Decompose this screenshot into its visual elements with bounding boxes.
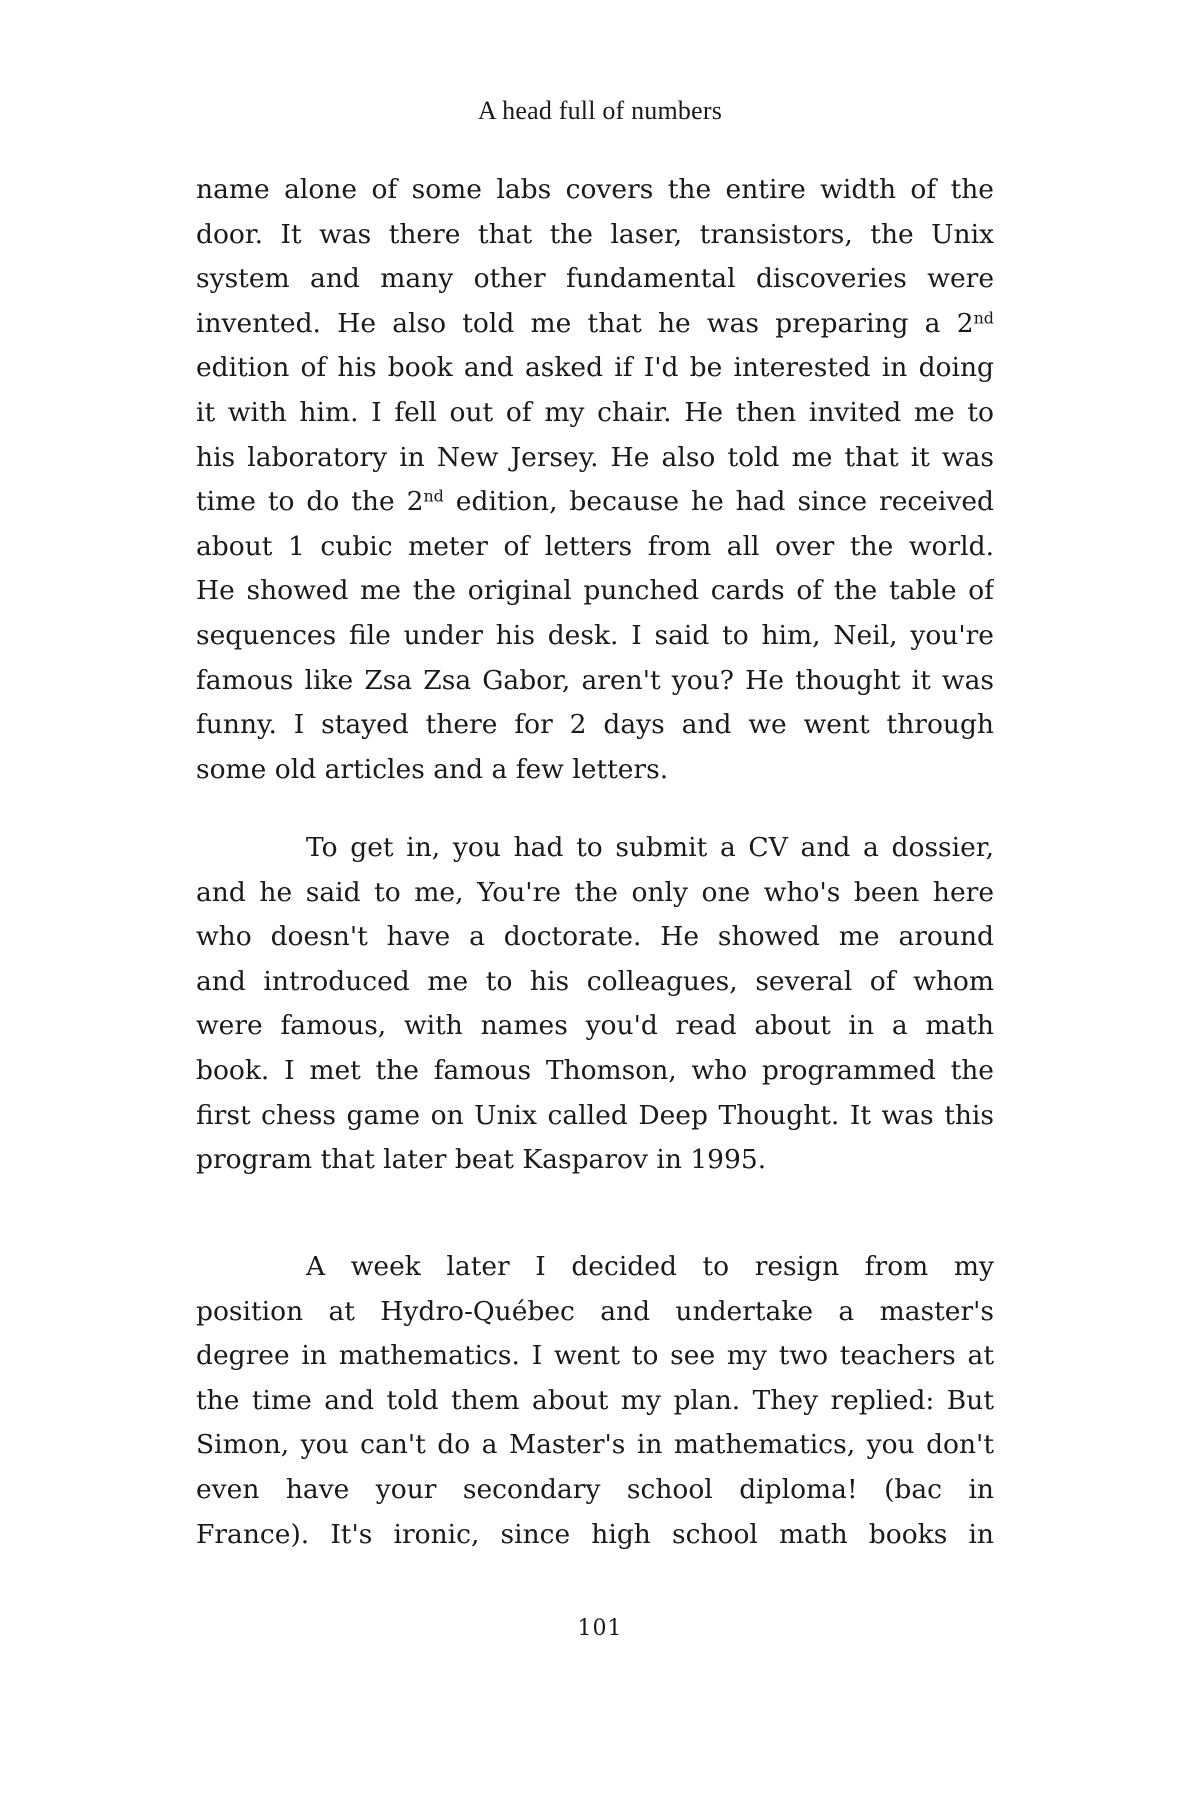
text-line: some old articles and a few letters. <box>196 753 669 785</box>
text-line: degree in mathematics. I went to see my two teachers at <box>196 1340 994 1372</box>
text-line: edition of his book and asked if I'd be interested in doing <box>196 352 994 384</box>
text-line: position at Hydro-Québec and undertake a master's <box>196 1295 994 1327</box>
page-number: 101 <box>577 1616 623 1641</box>
text-line: first chess game on Unix called Deep Thought. It was this <box>196 1099 994 1131</box>
text-line: France). It's ironic, since high school math books in <box>196 1518 994 1550</box>
text-line: it with him. I fell out of my chair. He then invited me to <box>196 396 994 428</box>
text-line: even have your secondary school diploma! (bac in <box>196 1473 994 1505</box>
text-line: who doesn't have a doctorate. He showed me around <box>196 921 994 953</box>
text-line: and he said to me, You're the only one who's been here <box>196 876 994 908</box>
text-line: and introduced me to his colleagues, several of whom <box>196 965 994 997</box>
text-line: To get in, you had to submit a CV and a dossier, <box>306 832 994 863</box>
text-line-part: invented. He also told me that he was preparing a 2 <box>196 307 974 339</box>
text-line-part: edition, because he had since received <box>443 486 994 518</box>
paragraph-3 <box>196 1245 994 1557</box>
ordinal-suffix: nd <box>423 486 444 506</box>
text-line: program that later beat Kasparov in 1995. <box>196 1144 767 1176</box>
paragraph-1 <box>196 168 994 792</box>
text-line <box>196 480 994 525</box>
text-line <box>196 302 994 347</box>
text-line: funny. I stayed there for 2 days and we went through <box>196 709 994 741</box>
text-line: door. It was there that the laser, transistors, the Unix <box>196 218 994 250</box>
text-line: He showed me the original punched cards of the table of <box>196 575 994 607</box>
text-line: name alone of some labs covers the entire width of the <box>196 174 994 205</box>
text-line: Simon, you can't do a Master's in mathematics, you don't <box>196 1429 994 1461</box>
text-line-part: time to do the 2 <box>196 486 424 518</box>
running-header: A head full of numbers <box>477 96 723 125</box>
text-line: were famous, with names you'd read about in a math <box>196 1010 994 1042</box>
text-line: the time and told them about my plan. They replied: But <box>196 1384 994 1416</box>
text-line: system and many other fundamental discoveries were <box>196 263 994 295</box>
text-line: sequences file under his desk. I said to him, Neil, you're <box>196 619 994 651</box>
text-line: famous like Zsa Zsa Gabor, aren't you? He thought it was <box>196 664 994 696</box>
text-line: about 1 cubic meter of letters from all over the world. <box>196 530 994 562</box>
text-line: A week later I decided to resign from my <box>306 1251 994 1282</box>
text-line: book. I met the famous Thomson, who programmed the <box>196 1054 994 1086</box>
text-line: his laboratory in New Jersey. He also told me that it was <box>196 441 994 473</box>
paragraph-2 <box>196 826 994 1183</box>
ordinal-suffix: nd <box>973 308 994 328</box>
